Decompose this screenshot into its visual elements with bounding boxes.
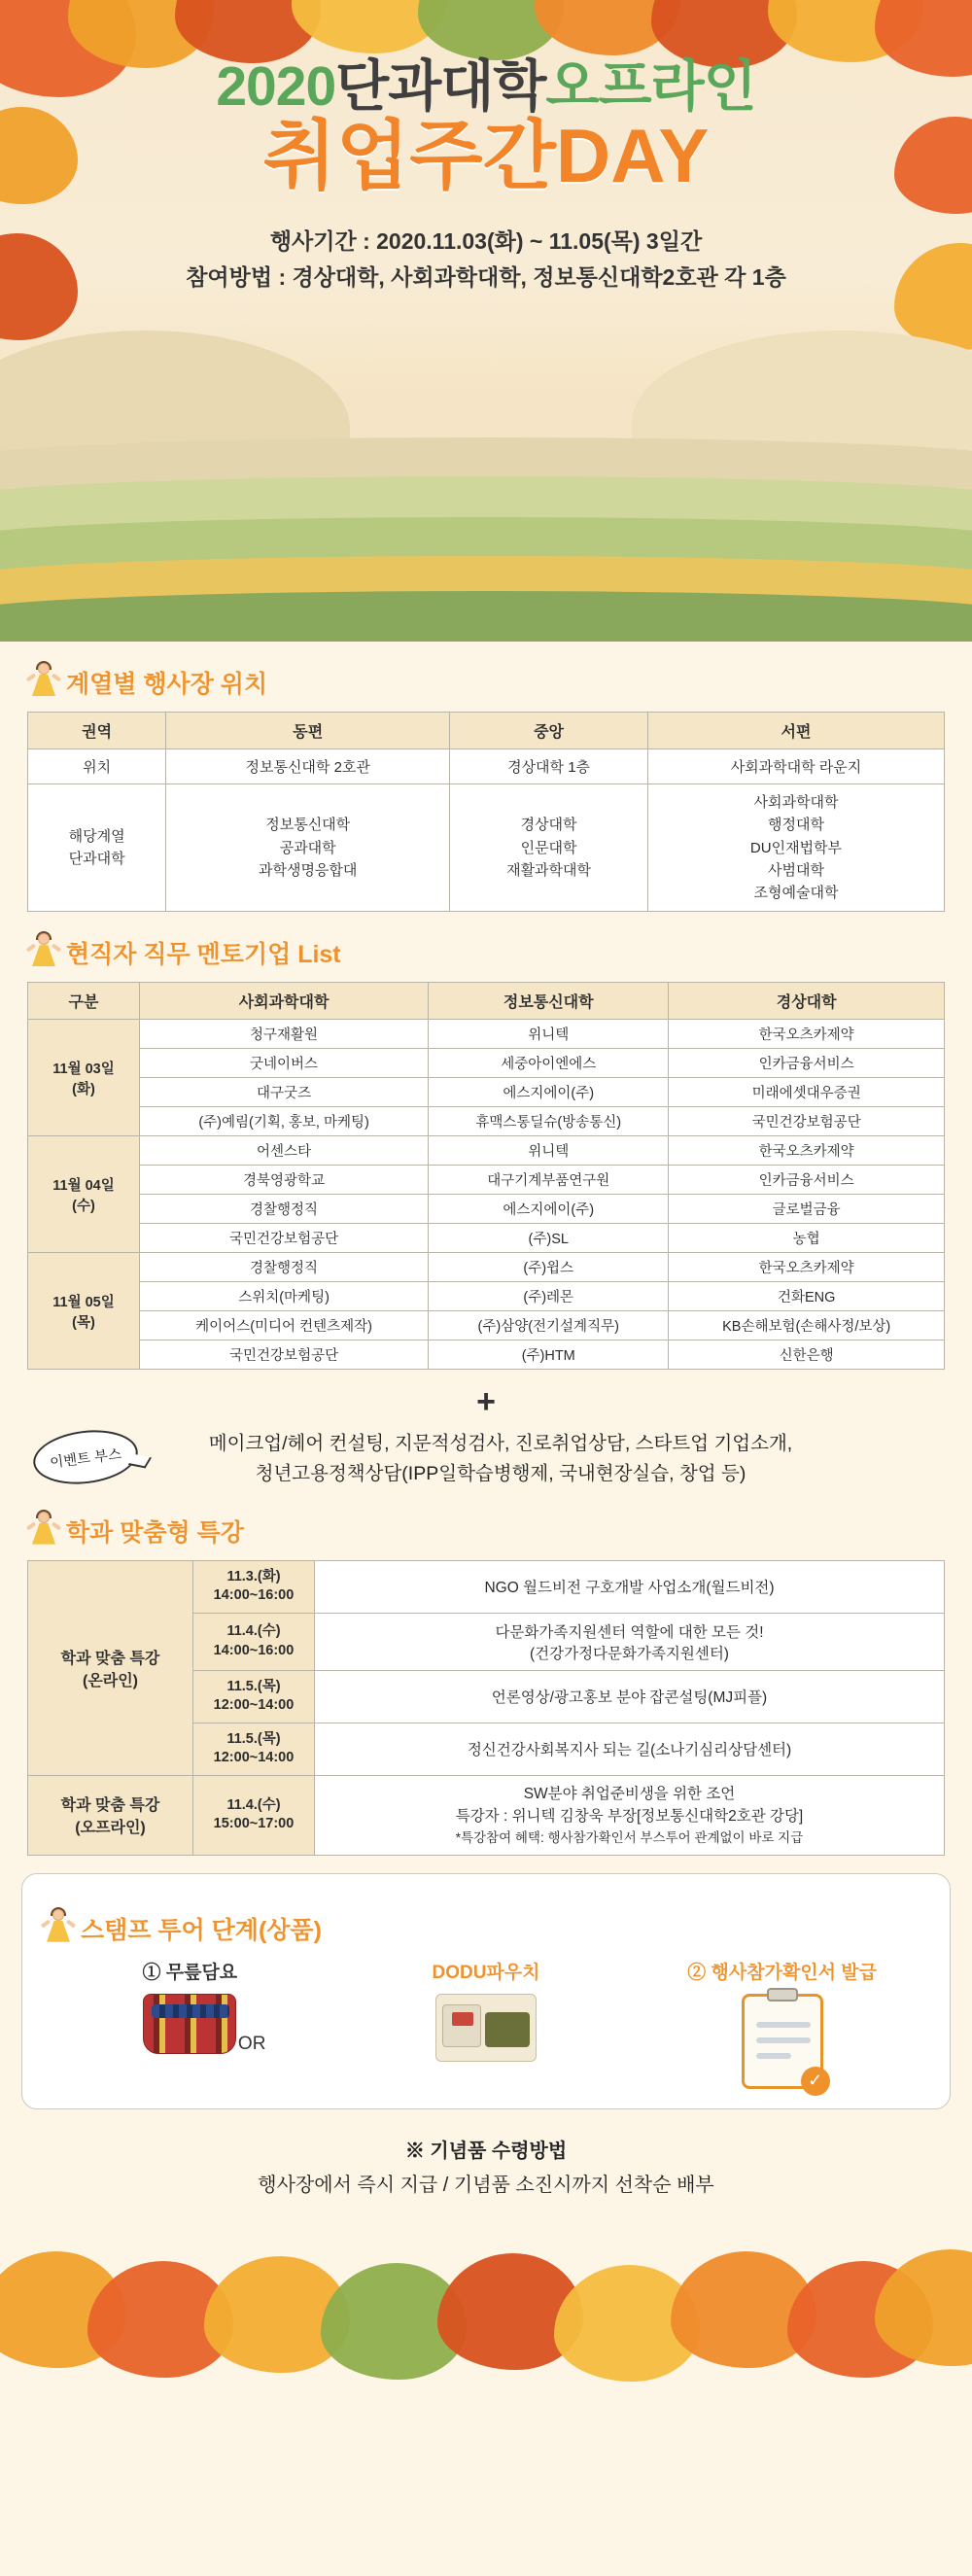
col-header-west: 서편 xyxy=(647,713,944,749)
section-location xyxy=(0,663,972,912)
table-row xyxy=(28,1253,945,1282)
cell-colleges-west xyxy=(647,784,944,912)
row-label-colleges xyxy=(28,784,166,912)
cell-company: (주)HTM xyxy=(429,1340,669,1370)
cell-colleges-center xyxy=(450,784,648,912)
lecture-date-line2: 12:00~14:00 xyxy=(213,1697,295,1714)
event-booth-line1: 메이크업/헤어 컨설팅, 지문적성검사, 진로취업상담, 스타트업 기업소개, xyxy=(208,1433,793,1455)
cell-company: 한국오츠카제약 xyxy=(669,1253,945,1282)
footer-note-line2: 행사장에서 즉시 지급 / 기념품 소진시까지 선착순 배부 xyxy=(258,2174,714,2196)
cell-company: 대구굿즈 xyxy=(140,1078,429,1107)
event-method: 참여방법 : 경상대학, 사회과학대학, 정보통신대학2호관 각 1층 xyxy=(186,263,786,290)
stamp-or-label: OR xyxy=(237,2033,266,2054)
cell-company: (주)윕스 xyxy=(429,1253,669,1282)
lecture-desc: 언론영상/광고홍보 분야 잡콘설팅(MJ피플) xyxy=(315,1670,945,1723)
date-day2-line2: (수) xyxy=(72,1198,95,1214)
girl-icon xyxy=(44,1909,73,1948)
section-lecture xyxy=(0,1512,972,1856)
cell-company: 청구재활원 xyxy=(140,1020,429,1049)
event-booth-text xyxy=(27,1425,945,1489)
cell-company: 건화ENG xyxy=(669,1282,945,1311)
cell-company: (주)레몬 xyxy=(429,1282,669,1311)
hero-banner xyxy=(0,0,972,642)
table-row xyxy=(28,1195,945,1224)
cell-company: 농협 xyxy=(669,1224,945,1253)
date-day1-line2: (화) xyxy=(72,1081,95,1097)
section-mentor xyxy=(0,933,972,1489)
footer-note-line1: ※ 기념품 수령방법 xyxy=(404,2140,568,2162)
lecture-date-line1: 11.4.(수) xyxy=(226,1623,281,1640)
title-line-2: 취업주간DAY xyxy=(262,112,710,198)
lecture-desc: NGO 월드비전 구호개발 사업소개(월드비전) xyxy=(315,1560,945,1613)
cell-company: 굿네이버스 xyxy=(140,1049,429,1078)
cell-company: 미래에셋대우증권 xyxy=(669,1078,945,1107)
cell-colleges-center-text: 경상대학 인문대학 재활과학대학 xyxy=(506,817,592,879)
lecture-date xyxy=(193,1723,315,1775)
cell-company: 글로벌금융 xyxy=(669,1195,945,1224)
cell-company: 에스지에이(주) xyxy=(429,1078,669,1107)
lecture-date xyxy=(193,1560,315,1613)
cell-company: 한국오츠카제약 xyxy=(669,1136,945,1166)
section-stamp xyxy=(21,1873,951,2109)
section-stamp-header xyxy=(44,1909,930,1948)
lecture-table xyxy=(27,1560,945,1856)
section-stamp-title: 스탬프 투어 단계(상품) xyxy=(81,1916,322,1944)
col-header-region: 권역 xyxy=(28,713,166,749)
stamp-items xyxy=(42,1958,930,2089)
col-header-business: 경상대학 xyxy=(669,983,945,1020)
date-day1-line1: 11월 03일 xyxy=(52,1061,115,1077)
lecture-desc-line2: (건강가정다문화가족지원센터) xyxy=(530,1645,729,1662)
lecture-date-line2: 14:00~16:00 xyxy=(213,1587,295,1604)
table-row xyxy=(28,1282,945,1311)
lecture-date-line1: 11.3.(화) xyxy=(226,1568,281,1584)
cell-position-center: 경상대학 1층 xyxy=(450,749,648,784)
lecture-date-line2: 12:00~14:00 xyxy=(213,1750,295,1766)
cell-company: 위니텍 xyxy=(429,1020,669,1049)
row-label-colleges-line1: 해당계열 xyxy=(68,827,125,845)
col-header-division: 구분 xyxy=(28,983,140,1020)
girl-icon xyxy=(29,933,58,972)
field-band xyxy=(0,591,972,642)
cell-company: 케이어스(미디어 컨텐츠제작) xyxy=(140,1311,429,1340)
table-row xyxy=(28,1311,945,1340)
lecture-desc xyxy=(315,1776,945,1856)
cell-company: 경북영광학교 xyxy=(140,1166,429,1195)
date-cell-day3 xyxy=(28,1253,140,1370)
date-cell-day2 xyxy=(28,1136,140,1253)
cell-company: 인카금융서비스 xyxy=(669,1049,945,1078)
title-word-2: 오프라인 xyxy=(545,55,756,118)
lecture-date xyxy=(193,1613,315,1670)
bottom-decoration xyxy=(0,2203,972,2319)
cell-colleges-east xyxy=(166,784,450,912)
table-row xyxy=(28,1224,945,1253)
date-cell-day1 xyxy=(28,1020,140,1136)
table-header-row xyxy=(28,983,945,1020)
section-lecture-title: 학과 맞춤형 특강 xyxy=(66,1518,244,1547)
table-header-row xyxy=(28,713,945,749)
lecture-date xyxy=(193,1670,315,1723)
row-label-colleges-line2: 단과대학 xyxy=(68,851,125,868)
lecture-desc: 정신건강사회복지사 되는 길(소나기심리상담센터) xyxy=(315,1723,945,1775)
cell-company: KB손해보험(손해사정/보상) xyxy=(669,1311,945,1340)
lecture-label-offline-line1: 학과 맞춤 특강 xyxy=(60,1797,160,1815)
table-row xyxy=(28,1776,945,1856)
title-line-1 xyxy=(0,56,972,119)
cell-company: 에스지에이(주) xyxy=(429,1195,669,1224)
stamp-item-blanket-label: ① 무릎담요 xyxy=(142,1962,238,1983)
cell-company: 세중아이엔에스 xyxy=(429,1049,669,1078)
cell-company: 인카금융서비스 xyxy=(669,1166,945,1195)
pouch-icon xyxy=(435,1994,537,2062)
table-row xyxy=(28,1166,945,1195)
poster-title-block xyxy=(0,0,972,296)
cell-colleges-west-text: 사회과학대학 행정대학 DU인재법학부 사범대학 조형예술대학 xyxy=(749,794,843,901)
lecture-desc xyxy=(315,1613,945,1670)
cell-company: 스위치(마케팅) xyxy=(140,1282,429,1311)
lecture-desc-line2: 특강자 : 위니텍 김창욱 부장[정보통신대학2호관 강당] xyxy=(455,1808,804,1826)
lecture-date-line1: 11.4.(수) xyxy=(226,1796,281,1813)
cell-company: 어센스타 xyxy=(140,1136,429,1166)
cell-company: 위니텍 xyxy=(429,1136,669,1166)
section-location-header xyxy=(29,663,945,702)
event-booth-block xyxy=(27,1425,945,1489)
cell-company: (주)예림(기획, 홍보, 마케팅) xyxy=(140,1107,429,1136)
lecture-date-line1: 11.5.(목) xyxy=(226,1730,281,1747)
col-header-east: 동편 xyxy=(166,713,450,749)
event-booth-bubble: 이벤트 부스 xyxy=(30,1425,141,1490)
row-label-position: 위치 xyxy=(28,749,166,784)
cell-position-east: 정보통신대학 2호관 xyxy=(166,749,450,784)
location-table xyxy=(27,712,945,912)
col-header-center: 중앙 xyxy=(450,713,648,749)
col-header-social-science: 사회과학대학 xyxy=(140,983,429,1020)
event-info xyxy=(0,224,972,296)
lecture-date-line2: 14:00~16:00 xyxy=(213,1642,295,1658)
lecture-desc-line3: *특강참여 혜택: 행사참가확인서 부스투어 관계없이 바로 지급 xyxy=(455,1829,804,1845)
section-lecture-header xyxy=(29,1512,945,1550)
clipboard-icon xyxy=(742,1994,823,2089)
cell-colleges-east-text: 정보통신대학 공과대학 과학생명응합대 xyxy=(258,817,358,879)
table-row xyxy=(28,1560,945,1613)
lecture-label-online-line1: 학과 맞춤 특강 xyxy=(60,1650,160,1667)
lecture-date xyxy=(193,1776,315,1856)
lecture-date-line1: 11.5.(목) xyxy=(226,1678,281,1694)
cell-company: 국민건강보험공단 xyxy=(140,1224,429,1253)
table-row xyxy=(28,1107,945,1136)
table-row xyxy=(28,1078,945,1107)
stamp-item-pouch-label: DODU파우치 xyxy=(432,1962,540,1983)
cell-position-west: 사회과학대학 라운지 xyxy=(647,749,944,784)
stamp-item-certificate xyxy=(636,1958,929,2089)
lecture-date-line2: 15:00~17:00 xyxy=(213,1816,295,1832)
footer-note xyxy=(0,2135,972,2203)
date-day3-line2: (목) xyxy=(72,1314,95,1331)
col-header-ict: 정보통신대학 xyxy=(429,983,669,1020)
cell-company: 한국오츠카제약 xyxy=(669,1020,945,1049)
title-year: 2020 xyxy=(216,55,336,118)
lecture-desc-line1: SW분야 취업준비생을 위한 조언 xyxy=(523,1786,736,1802)
cell-company: 국민건강보험공단 xyxy=(140,1340,429,1370)
cell-company: 대구기계부품연구원 xyxy=(429,1166,669,1195)
lecture-label-offline-line2: (오프라인) xyxy=(75,1820,146,1837)
event-period: 행사기간 : 2020.11.03(화) ~ 11.05(목) 3일간 xyxy=(269,227,703,254)
date-day3-line1: 11월 05일 xyxy=(52,1294,115,1310)
plus-symbol: + xyxy=(476,1383,496,1421)
table-row xyxy=(28,1020,945,1049)
girl-icon xyxy=(29,1512,58,1550)
lecture-desc-line1: 다문화가족지원센터 역할에 대한 모든 것! xyxy=(495,1623,764,1641)
stamp-item-pouch xyxy=(237,1958,633,2062)
cell-company: 경찰행정직 xyxy=(140,1253,429,1282)
section-mentor-header xyxy=(29,933,945,972)
check-icon: ✓ xyxy=(801,2067,830,2096)
table-row xyxy=(28,1340,945,1370)
cell-company: (주)SL xyxy=(429,1224,669,1253)
table-row xyxy=(28,1136,945,1166)
cell-company: 신한은행 xyxy=(669,1340,945,1370)
girl-icon xyxy=(29,663,58,702)
lecture-label-offline xyxy=(28,1776,193,1856)
table-row xyxy=(28,749,945,784)
table-row xyxy=(28,1049,945,1078)
mentor-table xyxy=(27,982,945,1370)
event-booth-line2: 청년고용정책상담(IPP일학습병행제, 국내현장실습, 창업 등) xyxy=(255,1463,746,1485)
section-mentor-title: 현직자 직무 멘토기업 List xyxy=(66,941,341,969)
title-word-1: 단과대학 xyxy=(335,55,546,118)
lecture-label-online xyxy=(28,1560,193,1775)
lecture-label-online-line2: (온라인) xyxy=(82,1672,139,1689)
table-row xyxy=(28,784,945,912)
date-day2-line1: 11월 04일 xyxy=(52,1177,115,1194)
section-location-title: 계열별 행사장 위치 xyxy=(66,671,268,698)
cell-company: 경찰행정직 xyxy=(140,1195,429,1224)
stamp-item-certificate-label: ② 행사참가확인서 발급 xyxy=(687,1962,877,1983)
cell-company: 휴맥스통딜슈(방송통신) xyxy=(429,1107,669,1136)
cell-company: (주)삼양(전기설계직무) xyxy=(429,1311,669,1340)
cell-company: 국민건강보험공단 xyxy=(669,1107,945,1136)
